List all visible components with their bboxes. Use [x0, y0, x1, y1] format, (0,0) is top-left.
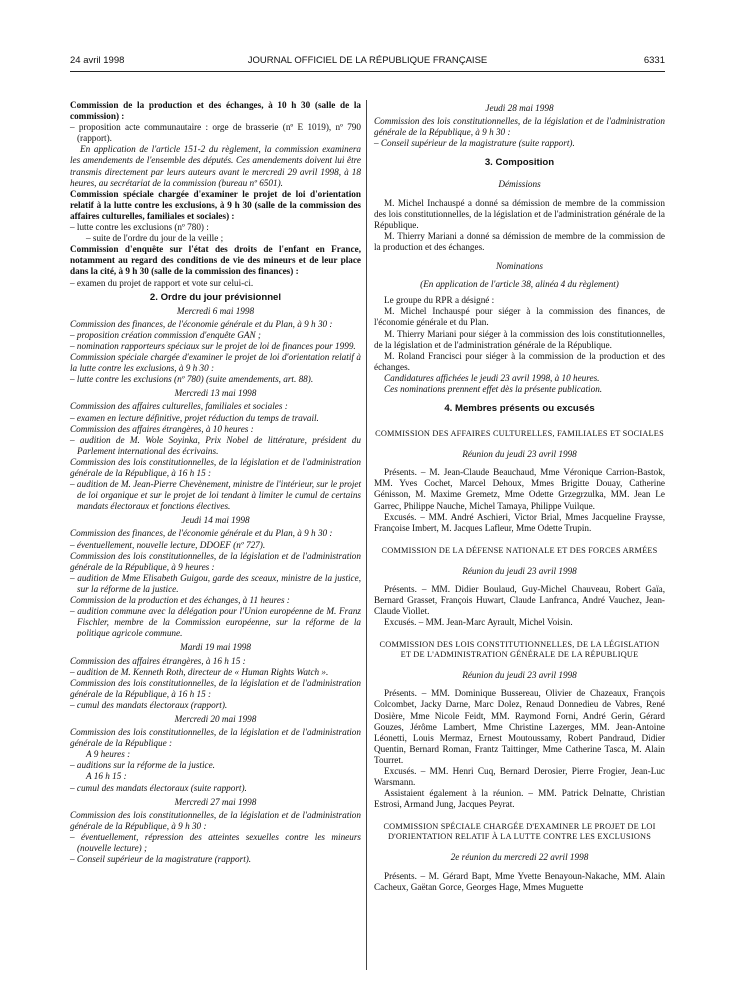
paragraph: Le groupe du RPR a désigné : [384, 295, 495, 306]
subsection-title: Démissions [498, 179, 541, 190]
commission-line: Commission des finances, de l'économie générale et du Plan, à 9 h 30 : [70, 318, 333, 329]
commission-line: Commission des lois constitutionnelles, de la législation et de l'administration générale de la République, à 9 h 30 : [70, 809, 361, 831]
agenda-item: – audition de M. Kenneth Roth, directeur de « Human Rights Watch ». [70, 666, 329, 677]
commission-line: Commission spéciale chargée d'examiner le projet de loi d'orientation relatif à la lutte contre les exclusions, à 9 h 30 : [70, 352, 361, 374]
agenda-item: – examen en lecture définitive, projet réduction du temps de travail. [70, 412, 319, 423]
left-column [70, 100, 361, 865]
agenda-item: – lutte contre les exclusions (nº 780) : [70, 222, 209, 233]
commission-name: COMMISSION DE LA DÉFENSE NATIONALE ET DES FORCES ARMÉES [381, 545, 658, 555]
paragraph: Candidatures affichées le jeudi 23 avril 1998, à 10 heures. [384, 372, 600, 383]
page-number: 6331 [643, 55, 665, 66]
day-heading: Mercredi 20 mai 1998 [174, 713, 257, 724]
note-text: En application de l'article 151-2 du règlement, la commission examinera les amendements de l'ensemble des députés. Ces amendements doivent lui être transmis directement par leurs auteurs avant le mercredi 29 avril 1998, à 18 heures, au secrétariat de la commission (bureau nº 6501). [70, 144, 361, 188]
agenda-item: – audition de Mme Elisabeth Guigou, garde des sceaux, ministre de la justice, sur la réforme de la justice. [70, 572, 361, 594]
commission-name: COMMISSION DES AFFAIRES CULTURELLES, FAMILIALES ET SOCIALES [375, 429, 664, 439]
commission-line: Commission des lois constitutionnelles, de la législation et de l'administration générale de la République, à 9 heures : [70, 550, 361, 572]
meeting-date: Réunion du jeudi 23 avril 1998 [462, 449, 577, 460]
agenda-item: – nomination rapporteurs spéciaux sur le projet de loi de finances pour 1999. [70, 340, 356, 351]
excused-list: Excusés. – MM. Jean-Marc Ayrault, Michel Voisin. [384, 617, 573, 628]
commission-line: Commission des finances, de l'économie générale et du Plan, à 9 h 30 : [70, 528, 333, 539]
excused-list: Excusés. – MM. André Aschieri, Victor Brial, Mmes Jacqueline Fraysse, Françoise Imbert, M. Jacques Lafleur, Mme Odette Trupin. [374, 511, 665, 533]
agenda-item: – Conseil supérieur de la magistrature (rapport). [70, 854, 252, 865]
agenda-item: – audition commune avec la délégation pour l'Union européenne de M. Franz Fischler, membre de la Commission européenne, sur la réforme de la politique agricole commune. [70, 606, 361, 639]
day-heading: Jeudi 14 mai 1998 [181, 515, 250, 526]
subsection-title: Nominations [496, 261, 543, 272]
commission-heading: Commission d'enquête sur l'état des droits de l'enfant en France, notamment au regard des conditions de vie des mineurs et de leur place dans la cité, à 9 h 30 (salle de la commission des finances) : [70, 244, 361, 277]
application-note: (En application de l'article 38, alinéa 4 du règlement) [420, 279, 619, 290]
commission-heading: Commission de la production et des échanges, à 10 h 30 (salle de la commission) : [70, 100, 361, 122]
agenda-item: – Conseil supérieur de la magistrature (suite rapport). [374, 138, 575, 149]
present-list: Présents. – M. Gérard Bapt, Mme Yvette Benayoun-Nakache, MM. Alain Cacheux, Gaëtan Gorce, Georges Hage, Mmes Muguette [374, 870, 665, 892]
agenda-item: – proposition création commission d'enquête GAN ; [70, 329, 261, 340]
excused-list: Excusés. – MM. Henri Cuq, Bernard Derosier, Pierre Frogier, Jean-Luc Warsmann. [374, 766, 665, 788]
time-line: A 16 h 15 : [86, 771, 127, 782]
commission-line: Commission des lois constitutionnelles, de la législation et de l'administration générale de la République, à 16 h 15 : [70, 456, 361, 478]
commission-line: Commission des lois constitutionnelles, de la législation et de l'administration générale de la République, à 9 h 30 : [374, 116, 665, 138]
paragraph: M. Roland Francisci pour siéger à la commission de la production et des échanges. [374, 350, 665, 372]
time-line: A 9 heures : [86, 749, 131, 760]
agenda-item: – cumul des mandats électoraux (suite rapport). [70, 782, 247, 793]
commission-heading: Commission spéciale chargée d'examiner le projet de loi d'orientation relatif à la lutte contre les exclusions, à 9 h 30 (salle de la commission des affaires culturelles, familiales et sociales) : [70, 188, 361, 221]
meeting-date: Réunion du jeudi 23 avril 1998 [462, 670, 577, 681]
day-heading: Mercredi 13 mai 1998 [174, 388, 257, 399]
commission-name: COMMISSION SPÉCIALE CHARGÉE D'EXAMINER LE PROJET DE LOI D'ORIENTATION RELATIF À LA LUTTE CONTRE LES EXCLUSIONS [383, 822, 656, 842]
commission-line: Commission des affaires étrangères, à 10 heures : [70, 423, 254, 434]
header-rule [70, 71, 665, 72]
section-title: 4. Membres présents ou excusés [444, 403, 595, 415]
agenda-item: – éventuellement, nouvelle lecture, DDOEF (nº 727). [70, 539, 266, 550]
section-title: 2. Ordre du jour prévisionnel [149, 291, 282, 303]
meeting-date: 2e réunion du mercredi 22 avril 1998 [450, 852, 589, 863]
right-column [374, 100, 665, 893]
paragraph: M. Michel Inchauspé a donné sa démission de membre de la commission des lois constitutionnelles, de la législation et de l'administration générale de la République. [374, 197, 665, 230]
column-divider [366, 100, 367, 970]
day-heading: Jeudi 28 mai 1998 [485, 103, 554, 113]
section-title: 3. Composition [484, 157, 555, 169]
day-heading: Mercredi 6 mai 1998 [176, 305, 255, 316]
paragraph: M. Thierry Mariani pour siéger à la commission des lois constitutionnelles, de la législation et de l'administration générale de la République. [374, 328, 665, 350]
page-header [70, 55, 665, 69]
paragraph: Ces nominations prennent effet dès la présente publication. [384, 383, 603, 394]
commission-line: Commission des lois constitutionnelles, de la législation et de l'administration générale de la République : [70, 727, 361, 749]
agenda-item: – proposition acte communautaire : orge de brasserie (nº E 1019), nº 790 (rapport). [70, 122, 361, 144]
journal-title: JOURNAL OFFICIEL DE LA RÉPUBLIQUE FRANÇAISE [247, 55, 488, 66]
agenda-item: – éventuellement, répression des atteintes sexuelles contre les mineurs (nouvelle lecture) ; [70, 831, 361, 853]
meeting-date: Réunion du jeudi 23 avril 1998 [462, 565, 577, 576]
agenda-item: – examen du projet de rapport et vote sur celui-ci. [70, 277, 254, 288]
agenda-item: – auditions sur la réforme de la justice. [70, 760, 215, 771]
attendees-list: Assistaient également à la réunion. – MM. Patrick Delnatte, Christian Estrosi, Armand Jung, Jacques Peyrat. [374, 788, 665, 810]
paragraph: M. Michel Inchauspé pour siéger à la commission des finances, de l'économie générale et du Plan. [374, 306, 665, 328]
day-heading: Mardi 19 mai 1998 [180, 642, 251, 653]
present-list: Présents. – MM. Didier Boulaud, Guy-Michel Chauveau, Robert Gaïa, Bernard Grasset, François Huwart, Claude Lanfranca, André Vauchez, Jean-Claude Viollet. [374, 583, 665, 617]
commission-line: Commission des affaires étrangères, à 16 h 15 : [70, 655, 246, 666]
commission-line: Commission des affaires culturelles, familiales et sociales : [70, 401, 288, 412]
present-list: Présents. – MM. Dominique Bussereau, Olivier de Chazeaux, François Colcombet, Jacky Darne, Marc Dolez, Renaud Donnedieu de Vabres, René Dosière, Mme Nicole Feidt, MM. Raymond Forni, André Gerin, Gérard Gouzes, Jérôme Lambert, Mme Christine Lazerges, MM. Jean-Antoine Léonetti, Louis Mermaz, Ernest Moutoussamy, Robert Pandraud, Didier Quentin, Bernard Roman, Frantz Taittinger, Mme Catherine Tasca, M. Alain Tourret. [374, 688, 665, 765]
agenda-item: – cumul des mandats électoraux (rapport). [70, 699, 228, 710]
paragraph: M. Thierry Mariani a donné sa démission de membre de la commission de la production et des échanges. [374, 230, 665, 252]
commission-name: COMMISSION DES LOIS CONSTITUTIONNELLES, DE LA LÉGISLATION ET DE L'ADMINISTRATION GÉNÉRALE DE LA RÉPUBLIQUE [379, 640, 660, 660]
commission-line: Commission des lois constitutionnelles, de la législation et de l'administration générale de la République, à 16 h 15 : [70, 677, 361, 699]
agenda-item: – audition de M. Wole Soyinka, Prix Nobel de littérature, président du Parlement international des écrivains. [70, 434, 361, 456]
agenda-item: – lutte contre les exclusions (nº 780) (suite amendements, art. 88). [70, 374, 314, 385]
commission-line: Commission de la production et des échanges, à 11 heures : [70, 595, 290, 606]
agenda-item: – suite de l'ordre du jour de la veille ; [86, 233, 224, 244]
agenda-item: – audition de M. Jean-Pierre Chevènement, ministre de l'intérieur, sur le projet de loi organique et sur le projet de loi tendant à limiter le cumul de certains mandats électoraux et fonctions électives. [70, 479, 361, 512]
header-date: 24 avril 1998 [70, 55, 125, 66]
present-list: Présents. – M. Jean-Claude Beauchaud, Mme Véronique Carrion-Bastok, MM. Yves Cochet, Marcel Dehoux, Mmes Brigitte Douay, Catherine Génisson, M. Maxime Gremetz, Mme Odette Grzegrzulka, MM. Jean Le Garrec, Philippe Nauche, Michel Tamaya, Philippe Vuilque. [374, 467, 665, 511]
day-heading: Mercredi 27 mai 1998 [174, 796, 257, 807]
